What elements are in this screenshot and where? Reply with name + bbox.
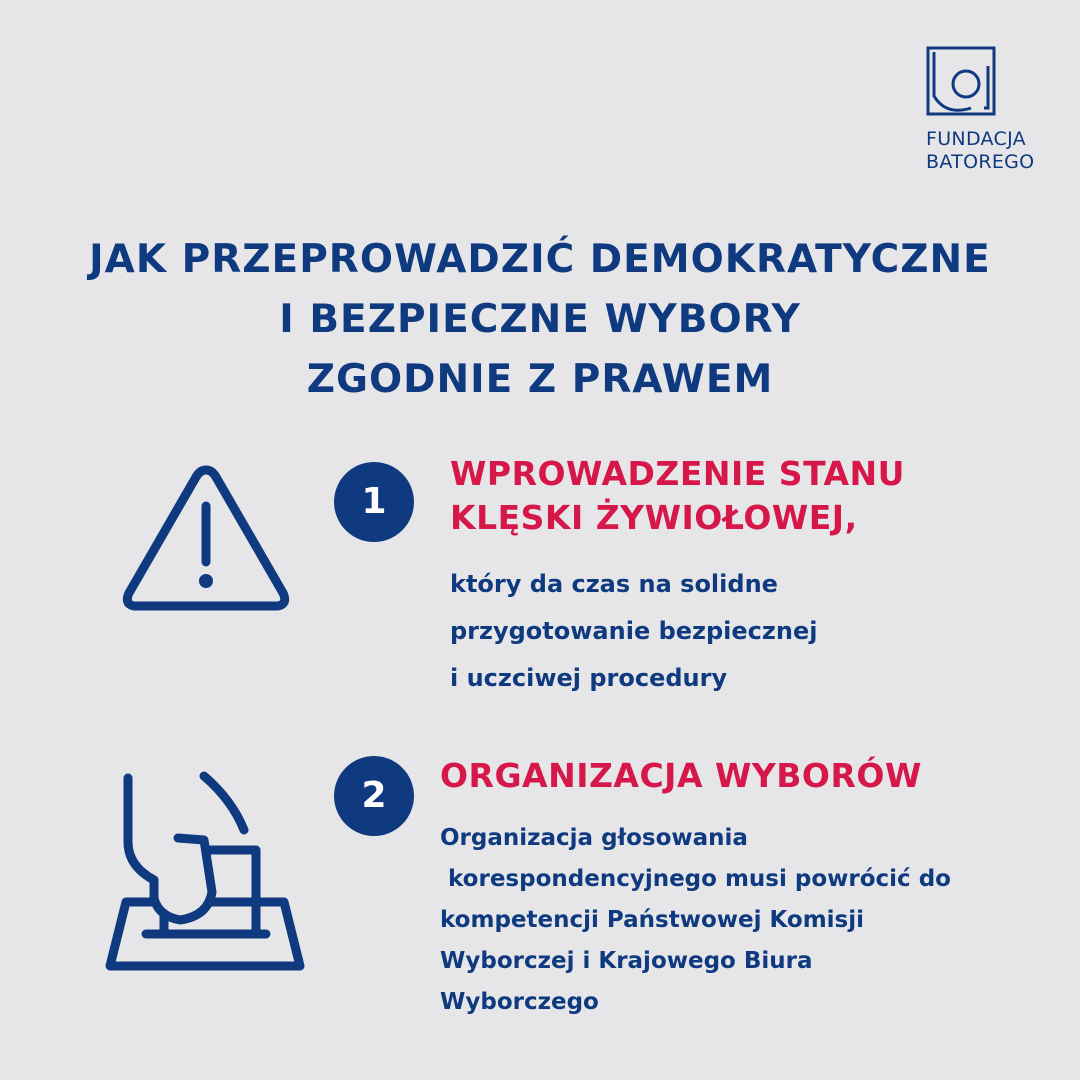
step-1-heading — [450, 452, 905, 540]
step-1-description-line-3: i uczciwej procedury — [450, 664, 728, 692]
title-line-2: I BEZPIECZNE WYBORY — [279, 297, 801, 342]
page-title — [0, 230, 1080, 410]
step-2-heading — [440, 754, 922, 798]
step-2-description-line-1: Organizacja głosowania — [440, 825, 748, 851]
ballot-box-icon — [104, 770, 310, 980]
step-1-heading-line-2: KLĘSKI ŻYWIOŁOWEJ, — [450, 498, 858, 537]
step-1-heading-line-1: WPROWADZENIE STANU — [450, 454, 905, 493]
title-line-3: ZGODNIE Z PRAWEM — [306, 357, 774, 402]
step-2-heading-line-1: ORGANIZACJA WYBORÓW — [440, 756, 922, 795]
logo-text-line-2: BATOREGO — [926, 151, 1035, 173]
step-2-description-line-4: Wyborczej i Krajowego Biura — [440, 948, 813, 974]
step-2-description-line-2: korespondencyjnego musi powrócić do — [440, 866, 951, 892]
step-1-description-line-2: przygotowanie bezpiecznej — [450, 617, 818, 645]
foundation-logo — [926, 46, 1046, 174]
step-2-number-badge: 2 — [334, 756, 414, 836]
step-1-description-line-1: który da czas na solidne — [450, 570, 778, 598]
step-1-description — [450, 561, 817, 702]
step-1-number-badge: 1 — [334, 462, 414, 542]
step-2-description — [440, 818, 951, 1023]
step-2-description-line-5: Wyborczego — [440, 989, 599, 1015]
step-2-description-line-3: kompetencji Państwowej Komisji — [440, 907, 865, 933]
logo-text-line-1: FUNDACJA — [926, 128, 1026, 150]
foundation-emblem-icon — [926, 46, 996, 118]
warning-triangle-icon — [118, 460, 294, 620]
title-line-1: JAK PRZEPROWADZIĆ DEMOKRATYCZNE — [89, 237, 991, 282]
